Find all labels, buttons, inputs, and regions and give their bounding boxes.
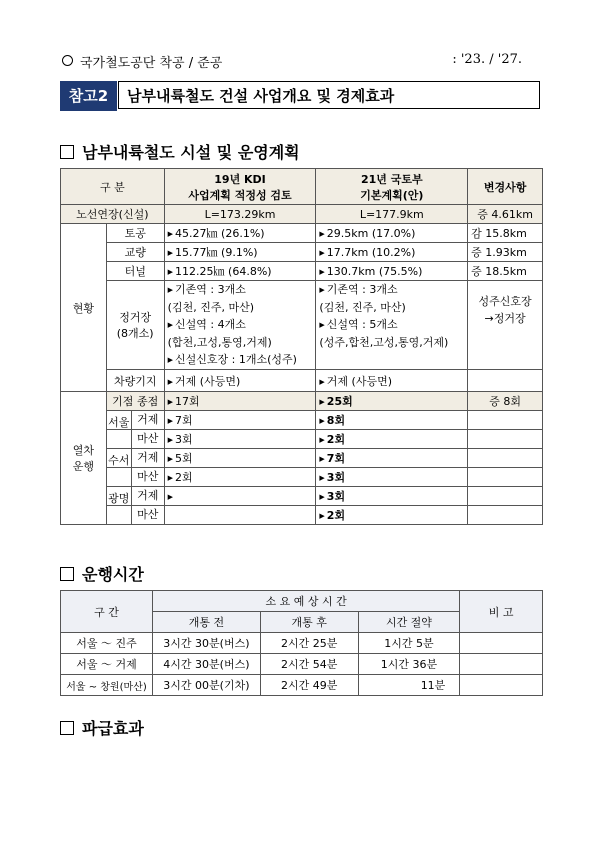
checkbox-square-icon: [60, 567, 74, 581]
runtime-header-before: 개통 전: [152, 612, 260, 633]
table-header-kdi: 19년 KDI 사업계획 적정성 검토: [164, 169, 316, 205]
origin-change: 증 8회: [468, 392, 543, 411]
length-molit: L=177.9km: [316, 205, 468, 224]
checkbox-square-icon: [60, 721, 74, 735]
section-heading-effects: [60, 716, 144, 739]
page-title: 남부내륙철도 건설 사업개요 및 경제효과: [118, 81, 540, 109]
runtime-header-span: 소 요 예 상 시 간: [152, 591, 459, 612]
table-header-gubun: 구 분: [61, 169, 165, 205]
section-heading-runtime: [60, 562, 144, 585]
station-label: 정거장 (8개소): [106, 281, 164, 370]
group-name: 서울: [108, 416, 130, 429]
origin-kdi: ▶ 17회: [164, 392, 316, 411]
row-molit: ▶ 17.7km (10.2%): [316, 243, 468, 262]
checkbox-square-icon: [60, 145, 74, 159]
row-change: 감 15.8km: [468, 224, 543, 243]
origin-molit: ▶ 25회: [316, 392, 468, 411]
origin-label: 기점 종점: [106, 392, 164, 411]
group-name: 광명: [108, 492, 130, 505]
length-label: 노선연장(신설): [61, 205, 165, 224]
group-row-molit: ▶ 8회: [316, 411, 468, 430]
reference-tag: 참고2: [60, 81, 117, 111]
length-change: 증 4.61km: [468, 205, 543, 224]
triangle-bullet-icon: ▶: [167, 268, 174, 276]
station-change: 성주신호장 →정거장: [468, 281, 543, 370]
runtime-header-saved: 시간 절약: [358, 612, 460, 633]
group-row-kdi: ▶ 7회: [164, 411, 316, 430]
row-label: 터널: [106, 262, 164, 281]
table-row: 서울 ～ 진주 3시간 30분(버스) 2시간 25분 1시간 5분: [61, 633, 543, 654]
row-kdi: ▶ 112.25㎞ (64.8%): [164, 262, 316, 281]
triangle-bullet-icon: ▶: [167, 230, 174, 238]
depot-label: 차량기지: [106, 370, 164, 392]
status-label: 현황: [61, 224, 107, 392]
circle-bullet-icon: [62, 55, 73, 66]
length-kdi: L=173.29km: [164, 205, 316, 224]
runtime-header-after: 개통 후: [260, 612, 358, 633]
triangle-bullet-icon: ▶: [167, 249, 174, 257]
depot-molit: ▶ 거제 (사등면): [316, 370, 468, 392]
triangle-bullet-icon: ▶: [319, 267, 325, 276]
header-line: [62, 52, 552, 72]
section-title: 남부내륙철도 시설 및 운영계획: [82, 143, 300, 162]
group-name: 수서: [108, 454, 130, 467]
row-kdi: ▶ 45.27㎞ (26.1%): [164, 224, 316, 243]
section-title: 운행시간: [82, 565, 144, 584]
table-header-molit: 21년 국토부 기본계획(안): [316, 169, 468, 205]
org-line: 국가철도공단 착공 / 준공: [80, 56, 223, 71]
row-change: 증 18.5km: [468, 262, 543, 281]
train-label: 열차 운행: [61, 392, 107, 525]
runtime-table: [60, 590, 543, 696]
row-label: 교량: [106, 243, 164, 262]
runtime-header-gubun: 구 간: [61, 591, 153, 633]
triangle-bullet-icon: ▶: [319, 229, 325, 238]
table-row: 서울 ~ 창원(마산) 3시간 00분(기차) 2시간 49분 11분: [61, 675, 543, 696]
section-title: 파급효과: [82, 719, 144, 738]
row-molit: ▶ 130.7km (75.5%): [316, 262, 468, 281]
runtime-header-note: 비 고: [460, 591, 543, 633]
schedule-dates: : '23. / '27.: [452, 52, 522, 67]
table-row: 서울 ～ 거제 4시간 30분(버스) 2시간 54분 1시간 36분: [61, 654, 543, 675]
row-kdi: ▶ 15.77㎞ (9.1%): [164, 243, 316, 262]
section-heading-facilities: [60, 140, 300, 163]
triangle-bullet-icon: ▶: [319, 248, 325, 257]
title-bar: [60, 81, 542, 111]
station-molit: ▶ 기존역 : 3개소 (김천, 진주, 마산) ▶ 신설역 : 5개소 (성주,합천,고성,통영,거제): [316, 281, 468, 370]
row-molit: ▶ 29.5km (17.0%): [316, 224, 468, 243]
row-change: 증 1.93km: [468, 243, 543, 262]
table-header-change: 변경사항: [468, 169, 543, 205]
facilities-table: 구 분 19년 KDI 사업계획 적정성 검토 21년 국토부 기본계획(안) 변경사항 노선연장(신설) L=173.29km L=177.9km 증 4.61km 현황 토공 ▶ 45.27㎞ (26.1%) ▶ 29.5km (17.0%) 감 15.8km 교량 ▶ 15.77㎞ (9.1%) ▶ 17.7km (10.2%) 증 1.93km 터널 ▶ 112.25㎞ (64.8%) ▶ 130.7km (75.5%) 증 18.5km 정거장 (8개소) ▶ 기존역 : 3개소 (김천, 진주, 마산) ▶ 신설역 : 4개소 (합천,고성,통영,거제) ▶ 신설신호장 : 1개소(성주) ▶ 기존역 : 3개소 (김천, 진주, 마산) ▶ 신설역 : 5개소 (성주,합천,고성,통영,거제) 성주신호장 →정거장 차량기지 ▶ 거제 (사등면) ▶ 거제 (사등면) 열차 운행 기점 종점 ▶ 17회 ▶ 25회 증 8회 거제 ▶ 7회 ▶ 8회 서울 마산 ▶ 3회 ▶ 2회 거제 ▶ 5회 ▶ 7회 수서 마산 ▶ 2회 ▶ 3회 거제 ▶ ▶ 3회 광명 마산 ▶ 2회: [60, 168, 543, 525]
station-kdi: ▶ 기존역 : 3개소 (김천, 진주, 마산) ▶ 신설역 : 4개소 (합천,고성,통영,거제) ▶ 신설신호장 : 1개소(성주): [164, 281, 316, 370]
group-cell: 거제: [106, 411, 164, 430]
depot-kdi: ▶ 거제 (사등면): [164, 370, 316, 392]
row-label: 토공: [106, 224, 164, 243]
